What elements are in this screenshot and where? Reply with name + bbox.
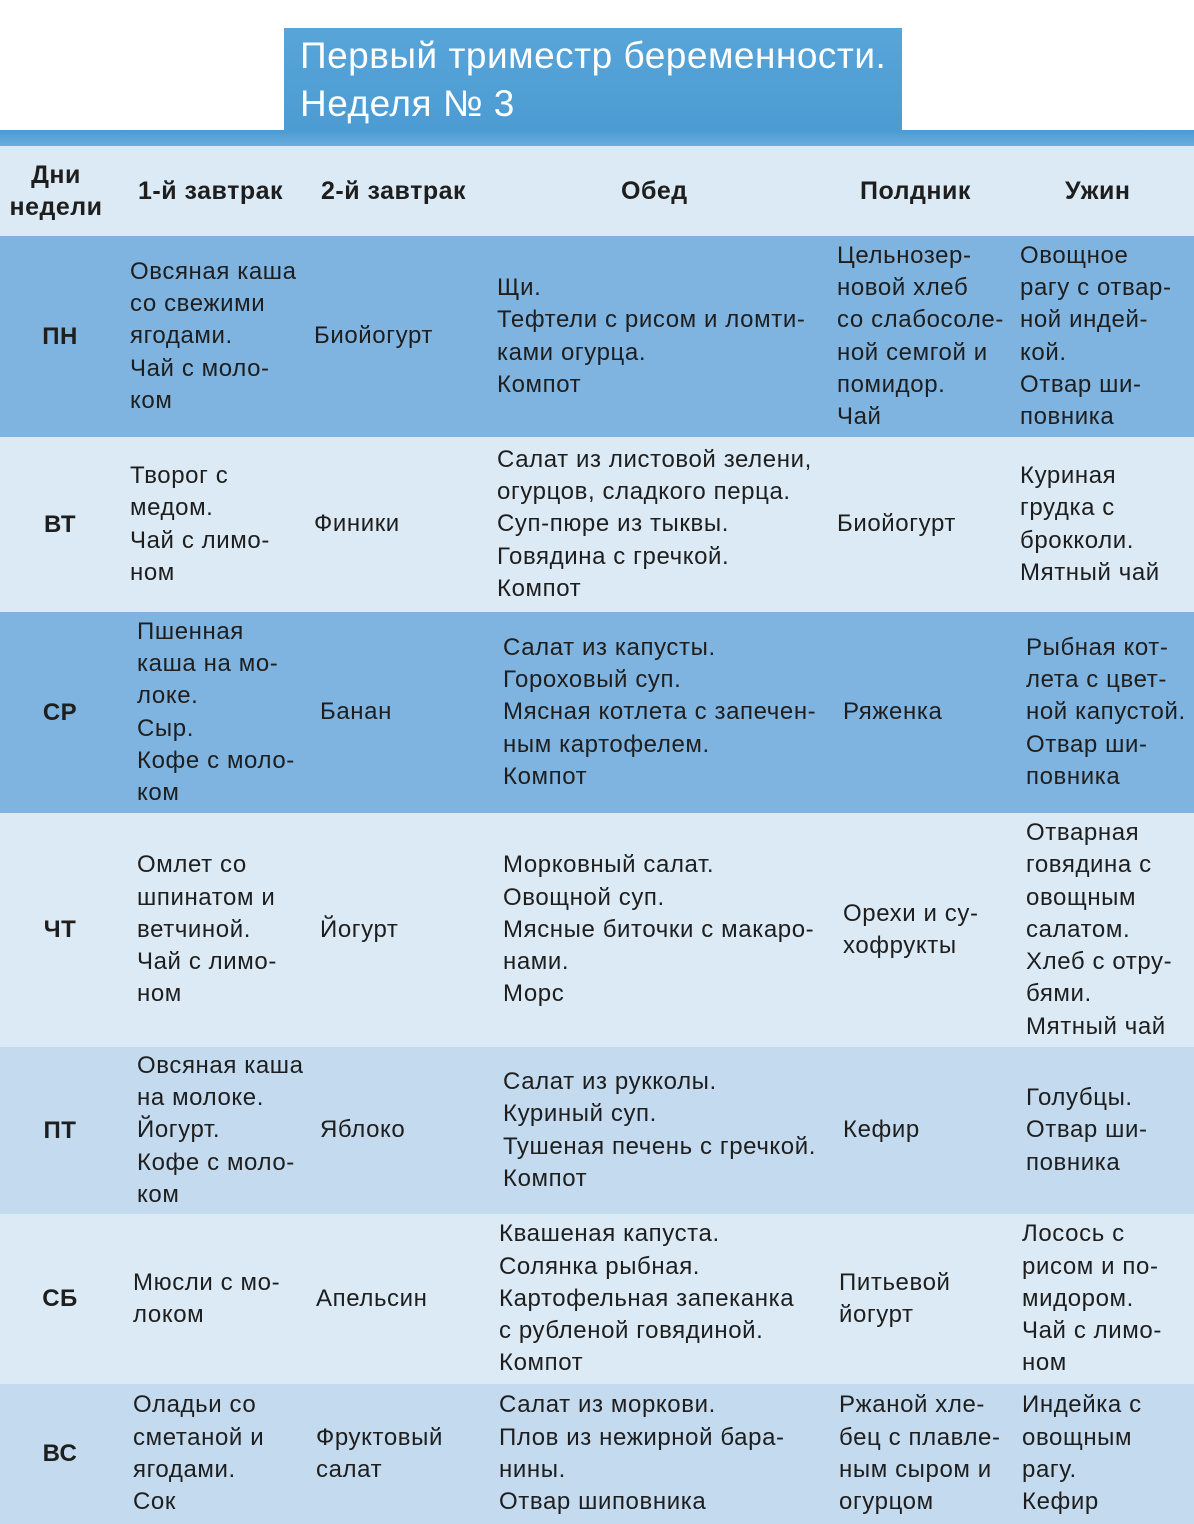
cell-line: Отвар ши- <box>1026 730 1148 758</box>
breakfast2-cell <box>316 1214 428 1384</box>
cell-line: Цельнозер- <box>837 241 972 269</box>
cell-line: Банан <box>320 698 392 726</box>
breakfast2-cell <box>320 612 392 813</box>
cell-line: Салат из рукколы. <box>503 1067 717 1095</box>
dinner-cell <box>1020 437 1160 612</box>
cell-line: йогурт <box>839 1301 914 1328</box>
cell-line: Суп-пюре из тыквы. <box>497 510 729 538</box>
cell-line: ным сыром и <box>839 1456 992 1483</box>
cell-line: Овсяная каша <box>137 1051 304 1079</box>
cell-line: Питьевой <box>839 1268 951 1296</box>
lunch-cell <box>503 1047 816 1214</box>
cell-line: Компот <box>503 1164 588 1192</box>
snack-cell <box>839 1384 1001 1524</box>
cell-line: сметаной и <box>133 1423 265 1451</box>
title-underline-band <box>0 130 1194 146</box>
day-cell: ВС <box>42 1440 78 1467</box>
breakfast1-cell <box>130 437 270 612</box>
cell-line: ветчиной. <box>137 915 252 943</box>
header-snack: Полдник <box>860 177 971 205</box>
cell-line: Лосось с <box>1022 1220 1125 1248</box>
cell-line: Морс <box>503 980 565 1008</box>
breakfast2-cell <box>320 1047 405 1214</box>
cell-line: Кефир <box>843 1116 920 1144</box>
cell-line: брокколи. <box>1020 526 1135 554</box>
cell-line: Квашеная капуста. <box>499 1220 720 1248</box>
breakfast2-cell <box>314 236 433 437</box>
cell-line: с рубленой говядиной. <box>499 1317 764 1345</box>
cell-line: Чай с лимо- <box>130 526 270 554</box>
breakfast2-cell <box>314 437 400 612</box>
cell-line: помидор. <box>837 370 946 398</box>
cell-line: Сок <box>133 1488 176 1516</box>
title-banner <box>284 28 902 132</box>
cell-line: Компот <box>497 574 582 602</box>
cell-line: Голубцы. <box>1026 1084 1133 1112</box>
cell-line: салат <box>316 1456 383 1483</box>
cell-line: огурцов, сладкого перца. <box>497 478 791 506</box>
cell-line: Биойогурт <box>314 322 433 350</box>
header-breakfast2: 2-й завтрак <box>321 177 467 205</box>
cell-line: Мясная котлета с запечен- <box>503 698 817 726</box>
cell-line: Тушеная печень с гречкой. <box>503 1132 817 1160</box>
cell-line: грудка с <box>1020 494 1115 522</box>
breakfast2-cell <box>320 813 399 1047</box>
table-header-row <box>0 146 1194 236</box>
cell-line: Чай с лимо- <box>137 948 277 976</box>
cell-line: ной семгой и <box>837 338 988 366</box>
cell-line: новой хлеб <box>837 273 969 301</box>
cell-line: Солянка рыбная. <box>499 1252 701 1280</box>
cell-line: Плов из нежирной бара- <box>499 1423 785 1451</box>
cell-line: Куриный суп. <box>503 1100 657 1128</box>
cell-line: каша на мо- <box>137 649 279 677</box>
cell-line: Кофе с моло- <box>137 1148 295 1176</box>
cell-line: Салат из капусты. <box>503 633 716 661</box>
cell-line: салатом. <box>1026 915 1131 943</box>
dinner-cell <box>1026 813 1172 1047</box>
cell-line: бями. <box>1026 980 1092 1008</box>
cell-line: Овсяная каша <box>130 257 297 285</box>
snack-cell <box>843 813 979 1047</box>
day-cell: СР <box>42 698 78 726</box>
snack-cell <box>843 1047 920 1214</box>
header-dinner: Ужин <box>1065 177 1131 205</box>
breakfast2-cell <box>316 1384 443 1524</box>
cell-line: Рыбная кот- <box>1026 633 1169 661</box>
cell-line: бец с плавле- <box>839 1423 1001 1451</box>
cell-line: шпинатом и <box>137 883 276 911</box>
cell-line: повника <box>1020 403 1115 431</box>
cell-line: Компот <box>503 762 588 790</box>
header-lunch: Обед <box>621 177 688 205</box>
cell-line: ком <box>130 386 173 414</box>
cell-line: ной капустой. <box>1026 698 1186 726</box>
lunch-cell <box>497 236 805 437</box>
table-row <box>0 1214 1194 1384</box>
lunch-cell <box>497 437 812 612</box>
table-row <box>0 813 1194 1047</box>
cell-line: Оладьи со <box>133 1391 257 1419</box>
cell-line: хофрукты <box>843 932 957 959</box>
cell-line: Пшенная <box>137 617 244 645</box>
dinner-cell <box>1026 1047 1148 1214</box>
breakfast1-cell <box>137 612 295 813</box>
snack-cell <box>837 437 956 612</box>
lunch-cell <box>499 1384 785 1524</box>
table-row <box>0 1384 1194 1524</box>
cell-line: ном <box>1022 1349 1067 1377</box>
dinner-cell <box>1020 236 1172 437</box>
title-line-1: Первый триместр беременности. <box>300 35 887 76</box>
dinner-cell <box>1022 1384 1142 1524</box>
cell-line: Тефтели с рисом и ломти- <box>497 306 806 334</box>
title-line-2: Неделя № 3 <box>300 83 515 124</box>
day-cell: ЧТ <box>43 916 77 943</box>
cell-line: Говядина с гречкой. <box>497 542 730 570</box>
snack-cell <box>837 236 1004 437</box>
cell-line: Куриная <box>1020 461 1117 489</box>
cell-line: Творог с <box>130 461 229 489</box>
cell-line: Кефир <box>1022 1488 1099 1516</box>
cell-line: со слабосоле- <box>837 306 1004 334</box>
cell-line: Финики <box>314 510 400 538</box>
day-cell: ПТ <box>43 1116 77 1144</box>
dinner-cell <box>1026 612 1186 813</box>
cell-line: Орехи и су- <box>843 899 979 927</box>
cell-line: Овощное <box>1020 241 1129 269</box>
cell-line: овощным <box>1022 1423 1133 1451</box>
table-row <box>0 437 1194 612</box>
cell-line: Отвар ши- <box>1026 1116 1148 1144</box>
cell-line: Йогурт <box>320 915 399 943</box>
cell-line: Компот <box>497 370 582 398</box>
cell-line: Отвар шиповника <box>499 1488 707 1516</box>
cell-line: медом. <box>130 494 214 522</box>
cell-line: мидором. <box>1022 1284 1134 1312</box>
cell-line: ягодами. <box>133 1456 236 1483</box>
snack-cell <box>839 1214 951 1384</box>
cell-line: Апельсин <box>316 1284 428 1312</box>
snack-cell <box>843 612 942 813</box>
cell-line: Мясные биточки с макаро- <box>503 915 815 943</box>
header-days-line-1: Дни <box>31 161 81 189</box>
breakfast1-cell <box>130 236 297 437</box>
cell-line: огурцом <box>839 1488 934 1516</box>
lunch-cell <box>503 612 816 813</box>
cell-line: Биойогурт <box>837 510 956 538</box>
cell-line: нами. <box>503 948 570 976</box>
cell-line: рагу с отвар- <box>1020 273 1172 301</box>
breakfast1-cell <box>137 1047 304 1214</box>
cell-line: Мюсли с мо- <box>133 1268 281 1296</box>
cell-line: со свежими <box>130 290 266 318</box>
header-days <box>0 146 112 236</box>
cell-line: Чай с лимо- <box>1022 1317 1162 1345</box>
day-cell: ВТ <box>43 510 77 538</box>
cell-line: ном <box>130 558 175 586</box>
cell-line: Сыр. <box>137 714 194 742</box>
cell-line: говядина с <box>1026 851 1152 879</box>
cell-line: ным картофелем. <box>503 730 710 758</box>
cell-line: ном <box>137 980 182 1008</box>
cell-line: Омлет со <box>137 851 247 879</box>
cell-line: Яблоко <box>320 1116 406 1144</box>
table-row <box>0 1047 1194 1214</box>
cell-line: лета с цвет- <box>1026 666 1167 694</box>
cell-line: Овощной суп. <box>503 883 665 911</box>
day-cell: ПН <box>42 322 78 350</box>
cell-line: Мятный чай <box>1026 1012 1166 1040</box>
cell-line: Фруктовый <box>316 1423 443 1451</box>
table-row <box>0 236 1194 437</box>
lunch-cell <box>499 1214 794 1384</box>
cell-line: рагу. <box>1022 1456 1077 1483</box>
cell-line: Ржаной хле- <box>839 1391 986 1419</box>
cell-line: овощным <box>1026 883 1137 911</box>
cell-line: Гороховый суп. <box>503 666 682 694</box>
cell-line: нины. <box>499 1456 566 1483</box>
dinner-cell <box>1022 1214 1162 1384</box>
cell-line: ками огурца. <box>497 338 647 366</box>
cell-line: Салат из листовой зелени, <box>497 445 812 473</box>
header-breakfast1: 1-й завтрак <box>138 177 284 205</box>
cell-line: рисом и по- <box>1022 1252 1159 1280</box>
cell-line: Ряженка <box>843 698 943 726</box>
cell-line: Морковный салат. <box>503 851 715 879</box>
day-cell: СБ <box>42 1285 78 1312</box>
cell-line: на молоке. <box>137 1084 264 1112</box>
cell-line: Щи. <box>497 273 542 301</box>
cell-line: ком <box>137 1180 180 1208</box>
cell-line: Отвар ши- <box>1020 370 1142 398</box>
cell-line: Картофельная запеканка <box>499 1284 795 1312</box>
cell-line: Компот <box>499 1349 584 1377</box>
cell-line: Салат из моркови. <box>499 1391 716 1419</box>
breakfast1-cell <box>137 813 277 1047</box>
cell-line: повника <box>1026 762 1121 790</box>
cell-line: Чай <box>837 403 882 431</box>
cell-line: ягодами. <box>130 322 233 350</box>
cell-line: повника <box>1026 1148 1121 1176</box>
cell-line: кой. <box>1020 338 1067 366</box>
cell-line: Отварная <box>1026 818 1140 846</box>
header-days-line-2: недели <box>9 193 103 221</box>
cell-line: Кофе с моло- <box>137 746 295 774</box>
lunch-cell <box>503 813 814 1047</box>
table-row <box>0 612 1194 813</box>
cell-line: Мятный чай <box>1020 558 1160 586</box>
cell-line: Индейка с <box>1022 1391 1142 1419</box>
cell-line: Хлеб с отру- <box>1026 948 1173 976</box>
cell-line: локе. <box>137 682 199 710</box>
cell-line: ком <box>137 779 180 807</box>
cell-line: Чай с моло- <box>130 354 270 382</box>
cell-line: Йогурт. <box>137 1116 221 1144</box>
breakfast1-cell <box>133 1384 264 1524</box>
cell-line: локом <box>133 1301 205 1328</box>
breakfast1-cell <box>133 1214 280 1384</box>
cell-line: ной индей- <box>1020 306 1149 334</box>
